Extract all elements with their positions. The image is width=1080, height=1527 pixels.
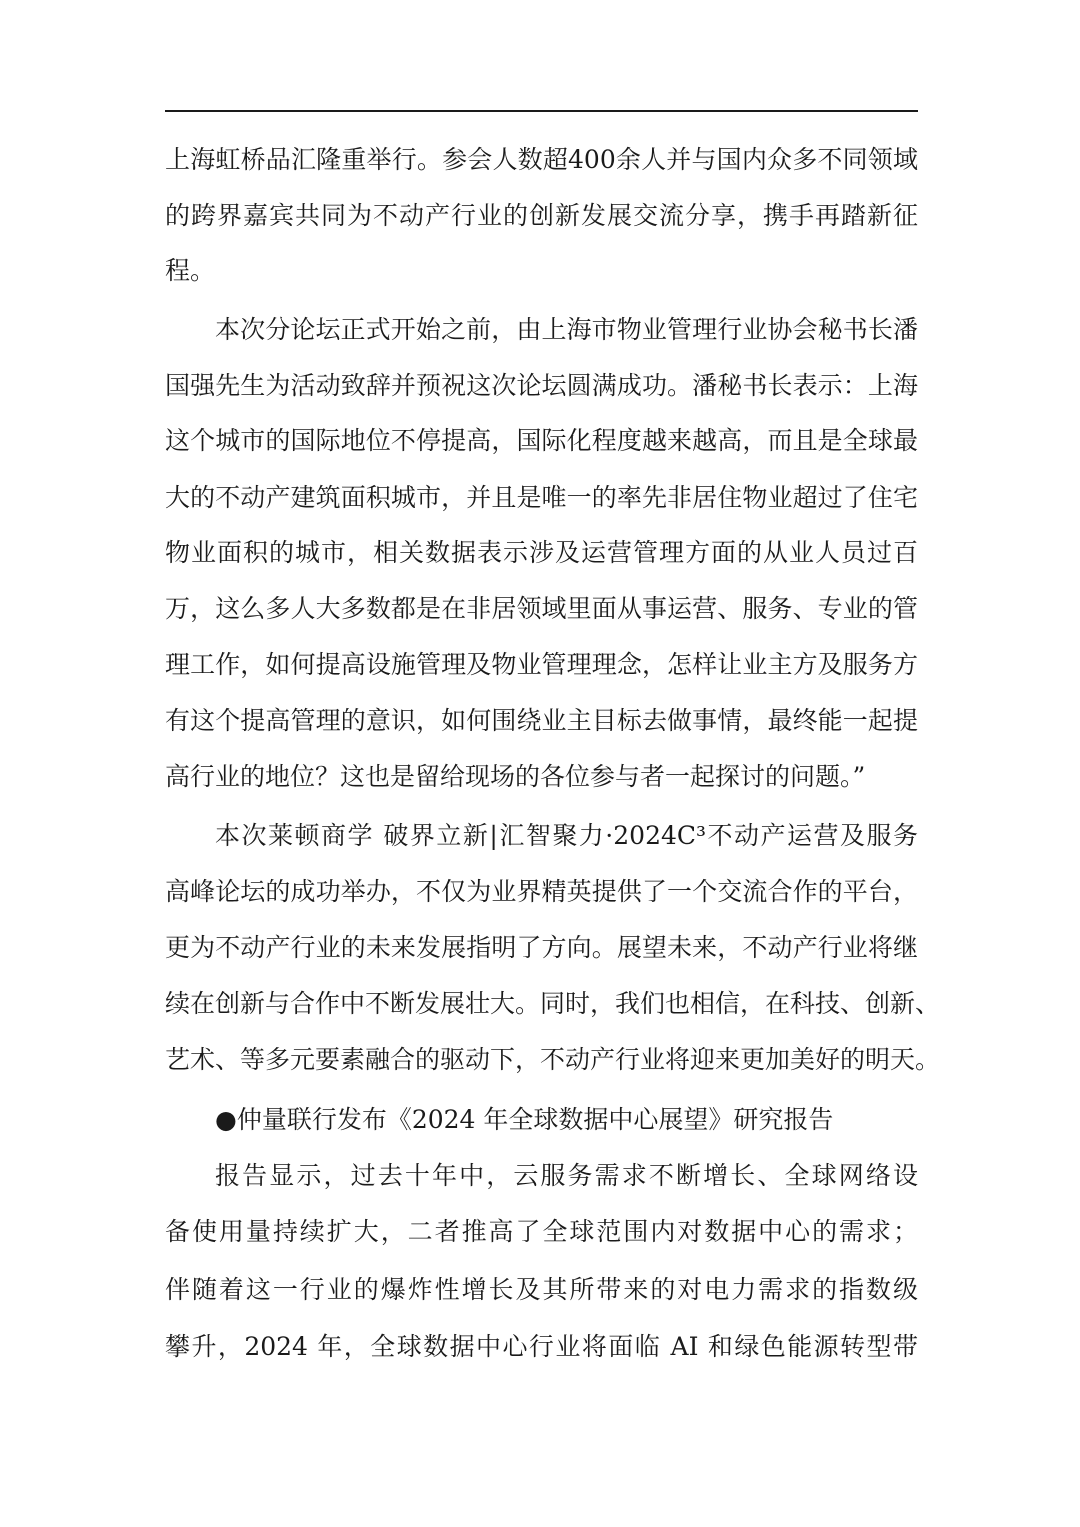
text-line: 程。 — [165, 256, 216, 285]
text-line: 本次分论坛正式开始之前，由上海市物业管理行业协会秘书长潘 — [215, 315, 918, 344]
text-line: 攀升，2024 年，全球数据中心行业将面临 AI 和绿色能源转型带 — [165, 1332, 918, 1361]
text-line: 有这个提高管理的意识，如何围绕业主目标去做事情，最终能一起提 — [165, 706, 918, 735]
text-line: 这个城市的国际地位不停提高，国际化程度越来越高，而且是全球最 — [165, 426, 918, 455]
text-line: 备使用量持续扩大，二者推高了全球范围内对数据中心的需求； — [165, 1217, 918, 1246]
text-line: 高行业的地位？这也是留给现场的各位参与者一起探讨的问题。” — [165, 762, 866, 791]
text-line: 艺术、等多元要素融合的驱动下，不动产行业将迎来更加美好的明天。 — [165, 1045, 941, 1074]
text-line: 的跨界嘉宾共同为不动产行业的创新发展交流分享，携手再踏新征 — [165, 201, 918, 230]
text-line: 大的不动产建筑面积城市，并且是唯一的率先非居住物业超过了住宅 — [165, 483, 918, 512]
text-line: 国强先生为活动致辞并预祝这次论坛圆满成功。潘秘书长表示：上海 — [165, 371, 918, 400]
text-line: 报告显示，过去十年中，云服务需求不断增长、全球网络设 — [215, 1161, 918, 1190]
text-line: 物业面积的城市，相关数据表示涉及运营管理方面的从业人员过百 — [165, 538, 918, 567]
text-line: 本次莱顿商学 破界立新|汇智聚力·2024C³不动产运营及服务 — [215, 821, 918, 850]
text-line: 理工作，如何提高设施管理及物业管理理念，怎样让业主方及服务方 — [165, 650, 918, 679]
text-line: 高峰论坛的成功举办，不仅为业界精英提供了一个交流合作的平台， — [165, 877, 918, 906]
text-line: 伴随着这一行业的爆炸性增长及其所带来的对电力需求的指数级 — [165, 1275, 918, 1304]
text-line: 上海虹桥品汇隆重举行。参会人数超400余人并与国内众多不同领域 — [165, 145, 918, 174]
header-rule — [165, 110, 918, 112]
text-line: 万，这么多人大多数都是在非居领域里面从事运营、服务、专业的管 — [165, 594, 918, 623]
section-heading: ●仲量联行发布《2024 年全球数据中心展望》研究报告 — [215, 1105, 834, 1134]
text-line: 续在创新与合作中不断发展壮大。同时，我们也相信，在科技、创新、 — [165, 989, 941, 1018]
text-line: 更为不动产行业的未来发展指明了方向。展望未来，不动产行业将继 — [165, 933, 918, 962]
